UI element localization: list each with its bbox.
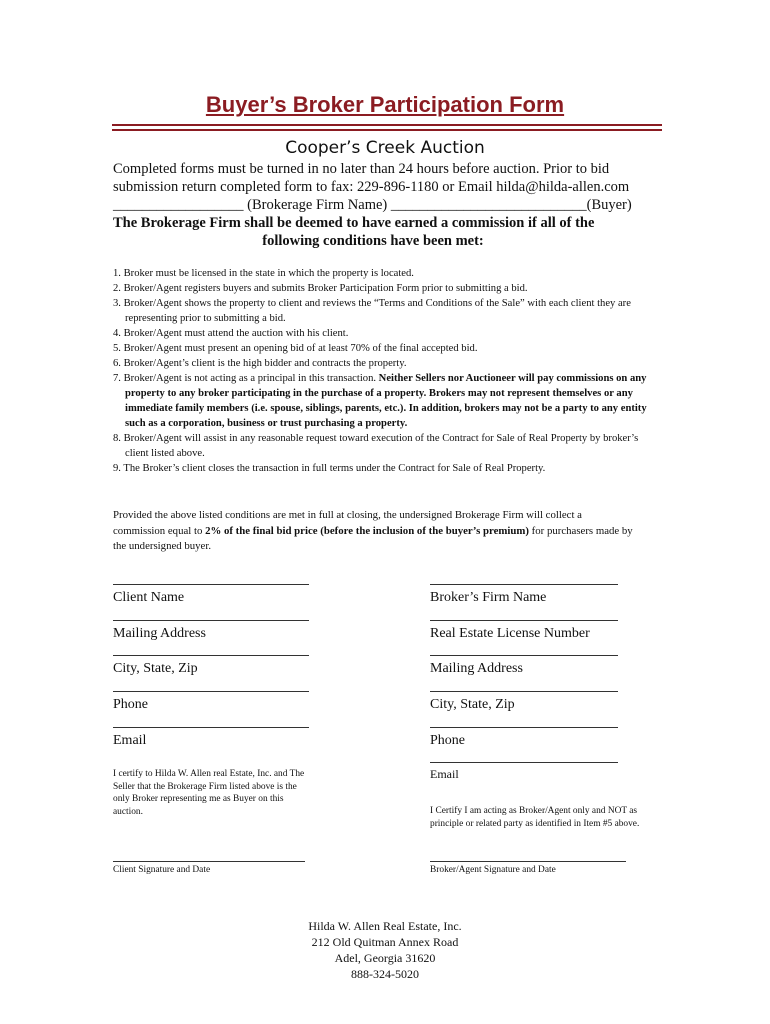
email-label: Email [113,733,147,748]
broker-mailing-address-line[interactable] [430,655,618,656]
commission-heading-line-1: The Brokerage Firm shall be deemed to have earned a commission if all of the [113,215,595,231]
commission-terms-text-1: Provided the above listed conditions are met in full at closing, the undersigned Brokerage Firm will collect a commission equal to [113,509,582,537]
broker-firm-line[interactable] [430,584,618,585]
broker-mailing-address-label: Mailing Address [430,661,523,676]
footer-street: 212 Old Quitman Annex Road [311,935,459,949]
intro-line-2: submission return completed form to fax: 229-896-1180 or Email hilda@hilda-allen.com [113,179,630,195]
license-number-label: Real Estate License Number [430,626,590,641]
broker-city-state-zip-label: City, State, Zip [430,697,515,712]
commission-terms-text-2: for purchasers made by the undersigned buyer. [113,524,633,552]
broker-phone-line[interactable] [430,727,618,728]
broker-phone-label: Phone [430,733,465,748]
header-rule-bottom [112,129,662,131]
city-state-zip-line[interactable] [113,655,309,656]
broker-city-state-zip-line[interactable] [430,691,618,692]
email-line[interactable] [113,727,309,728]
condition-7-bold: Neither Sellers nor Auctioneer will pay commissions on any property to any broker participating in the purchase of a property. Brokers may not represent themselves or any immediate family members (i.e. spouse, siblings, parents, etc.). In addition, brokers may not be a party to any entity such as a corporation, business or trust purchasing a property. [125,373,647,429]
broker-email-line[interactable] [430,762,618,763]
condition-7-text: 7. Broker/Agent is not acting as a principal in this transaction. [113,373,379,384]
license-number-line[interactable] [430,620,618,621]
commission-terms-bold: 2% of the final bid price (before the inclusion of the buyer’s premium) [205,524,529,537]
footer-city: Adel, Georgia 31620 [334,951,436,965]
client-signature-label: Client Signature and Date [113,865,211,875]
condition-item: 4. Broker/Agent must attend the auction with his client. [113,328,349,339]
broker-firm-label: Broker’s Firm Name [430,590,547,605]
commission-terms [113,508,633,555]
mailing-address-label: Mailing Address [113,626,206,641]
intro-text [113,160,673,214]
auction-name: Cooper’s Creek Auction [285,138,485,158]
condition-item: 8. Broker/Agent will assist in any reasonable request toward execution of the Contract for Sale of Real Property by broker’s client listed above. [113,433,639,459]
client-name-label: Client Name [113,590,185,605]
condition-item: 1. Broker must be licensed in the state in which the property is located. [113,268,414,279]
broker-certification: I Certify I am acting as Broker/Agent only and NOT as principle or related party as identified in Item #5 above. [430,806,640,829]
condition-item: 5. Broker/Agent must present an opening bid of at least 70% of the final accepted bid. [113,343,478,354]
company-footer [0,918,770,982]
city-state-zip-label: City, State, Zip [113,661,198,676]
condition-item [113,371,658,431]
footer-company: Hilda W. Allen Real Estate, Inc. [308,919,462,933]
condition-item: 3. Broker/Agent shows the property to client and reviews the “Terms and Conditions of the Sale” with each client they are representing prior to submitting a bid. [113,298,631,324]
commission-heading [113,214,633,250]
client-signature-line[interactable] [113,861,305,862]
broker-signature-label: Broker/Agent Signature and Date [430,865,556,875]
client-certification: I certify to Hilda W. Allen real Estate, Inc. and The Seller that the Brokerage Firm listed above is the only Broker representing me as Buyer on this auction. [113,769,305,817]
intro-line-1: Completed forms must be turned in no later than 24 hours before auction. Prior to bid [113,161,610,177]
header-rule-top [112,124,662,126]
form-title: Buyer’s Broker Participation Form [205,92,565,117]
mailing-address-line[interactable] [113,620,309,621]
footer-phone: 888-324-5020 [351,967,419,981]
broker-email-label: Email [430,767,459,781]
commission-heading-line-2: following conditions have been met: [262,233,484,249]
phone-line[interactable] [113,691,309,692]
client-name-line[interactable] [113,584,309,585]
broker-signature-line[interactable] [430,861,626,862]
condition-item: 9. The Broker’s client closes the transaction in full terms under the Contract for Sale of Real Property. [113,463,546,474]
form-header [0,92,770,118]
condition-item: 6. Broker/Agent’s client is the high bidder and contracts the property. [113,358,407,369]
intro-line-3: __________________ (Brokerage Firm Name) ___________________________(Buyer) [113,197,632,213]
phone-label: Phone [113,697,148,712]
condition-item: 2. Broker/Agent registers buyers and submits Broker Participation Form prior to submitting a bid. [113,283,528,294]
conditions-list [113,266,658,476]
